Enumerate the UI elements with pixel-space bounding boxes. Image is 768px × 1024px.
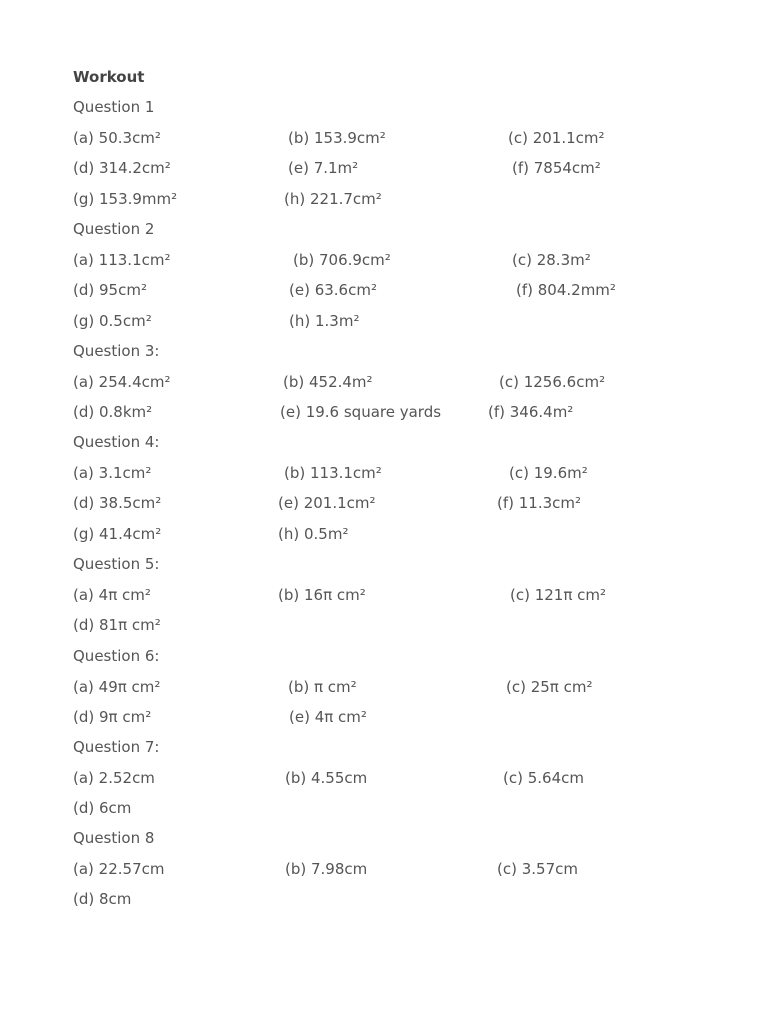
answer-item: (e) 4π cm² bbox=[289, 708, 367, 726]
question-heading: Question 3: bbox=[73, 342, 160, 360]
answer-item: (d) 81π cm² bbox=[73, 616, 161, 634]
answer-item: (b) 153.9cm² bbox=[288, 129, 386, 147]
answer-item: (a) 113.1cm² bbox=[73, 251, 171, 269]
answer-item: (h) 221.7cm² bbox=[284, 190, 382, 208]
answer-item: (g) 41.4cm² bbox=[73, 525, 162, 543]
answer-item: (b) 452.4m² bbox=[283, 373, 373, 391]
answer-item: (f) 7854cm² bbox=[512, 159, 601, 177]
answer-item: (d) 8cm bbox=[73, 890, 132, 908]
answer-item: (b) 706.9cm² bbox=[293, 251, 391, 269]
answer-item: (d) 95cm² bbox=[73, 281, 147, 299]
answer-item: (b) 7.98cm bbox=[285, 860, 368, 878]
answer-item: (h) 0.5m² bbox=[278, 525, 349, 543]
answer-item: (a) 254.4cm² bbox=[73, 373, 171, 391]
answer-item: (e) 63.6cm² bbox=[289, 281, 377, 299]
answer-item: (d) 38.5cm² bbox=[73, 494, 162, 512]
answer-item: (h) 1.3m² bbox=[289, 312, 360, 330]
answer-item: (c) 121π cm² bbox=[510, 586, 607, 604]
answer-item: (b) 4.55cm bbox=[285, 769, 368, 787]
answer-item: (c) 3.57cm bbox=[497, 860, 578, 878]
answer-item: (g) 0.5cm² bbox=[73, 312, 152, 330]
answer-item: (c) 19.6m² bbox=[509, 464, 588, 482]
question-heading: Question 8 bbox=[73, 829, 155, 847]
answer-item: (e) 19.6 square yards bbox=[280, 403, 442, 421]
answer-item: (e) 201.1cm² bbox=[278, 494, 376, 512]
answer-item: (e) 7.1m² bbox=[288, 159, 359, 177]
answer-item: (d) 9π cm² bbox=[73, 708, 152, 726]
answer-item: (b) 16π cm² bbox=[278, 586, 366, 604]
answer-item: (c) 1256.6cm² bbox=[499, 373, 606, 391]
answer-item: (f) 11.3cm² bbox=[497, 494, 582, 512]
question-heading: Question 1 bbox=[73, 98, 155, 116]
answer-item: (d) 0.8km² bbox=[73, 403, 153, 421]
question-heading: Question 6: bbox=[73, 647, 160, 665]
question-heading: Question 4: bbox=[73, 433, 160, 451]
answer-item: (d) 314.2cm² bbox=[73, 159, 171, 177]
answer-item: (b) π cm² bbox=[288, 678, 357, 696]
answer-item: (c) 25π cm² bbox=[506, 678, 593, 696]
question-heading: Question 7: bbox=[73, 738, 160, 756]
question-heading: Question 5: bbox=[73, 555, 160, 573]
answer-item: (a) 49π cm² bbox=[73, 678, 161, 696]
answer-item: (b) 113.1cm² bbox=[284, 464, 382, 482]
answer-item: (a) 50.3cm² bbox=[73, 129, 161, 147]
page-title: Workout bbox=[73, 68, 145, 86]
answer-item: (a) 2.52cm bbox=[73, 769, 155, 787]
answer-item: (f) 346.4m² bbox=[488, 403, 574, 421]
answer-item: (c) 5.64cm bbox=[503, 769, 584, 787]
answer-item: (c) 201.1cm² bbox=[508, 129, 605, 147]
answer-item: (c) 28.3m² bbox=[512, 251, 591, 269]
answer-item: (a) 4π cm² bbox=[73, 586, 151, 604]
answer-item: (a) 3.1cm² bbox=[73, 464, 152, 482]
answer-item: (d) 6cm bbox=[73, 799, 132, 817]
answer-item: (g) 153.9mm² bbox=[73, 190, 178, 208]
answer-item: (f) 804.2mm² bbox=[516, 281, 616, 299]
question-heading: Question 2 bbox=[73, 220, 155, 238]
answer-item: (a) 22.57cm bbox=[73, 860, 165, 878]
